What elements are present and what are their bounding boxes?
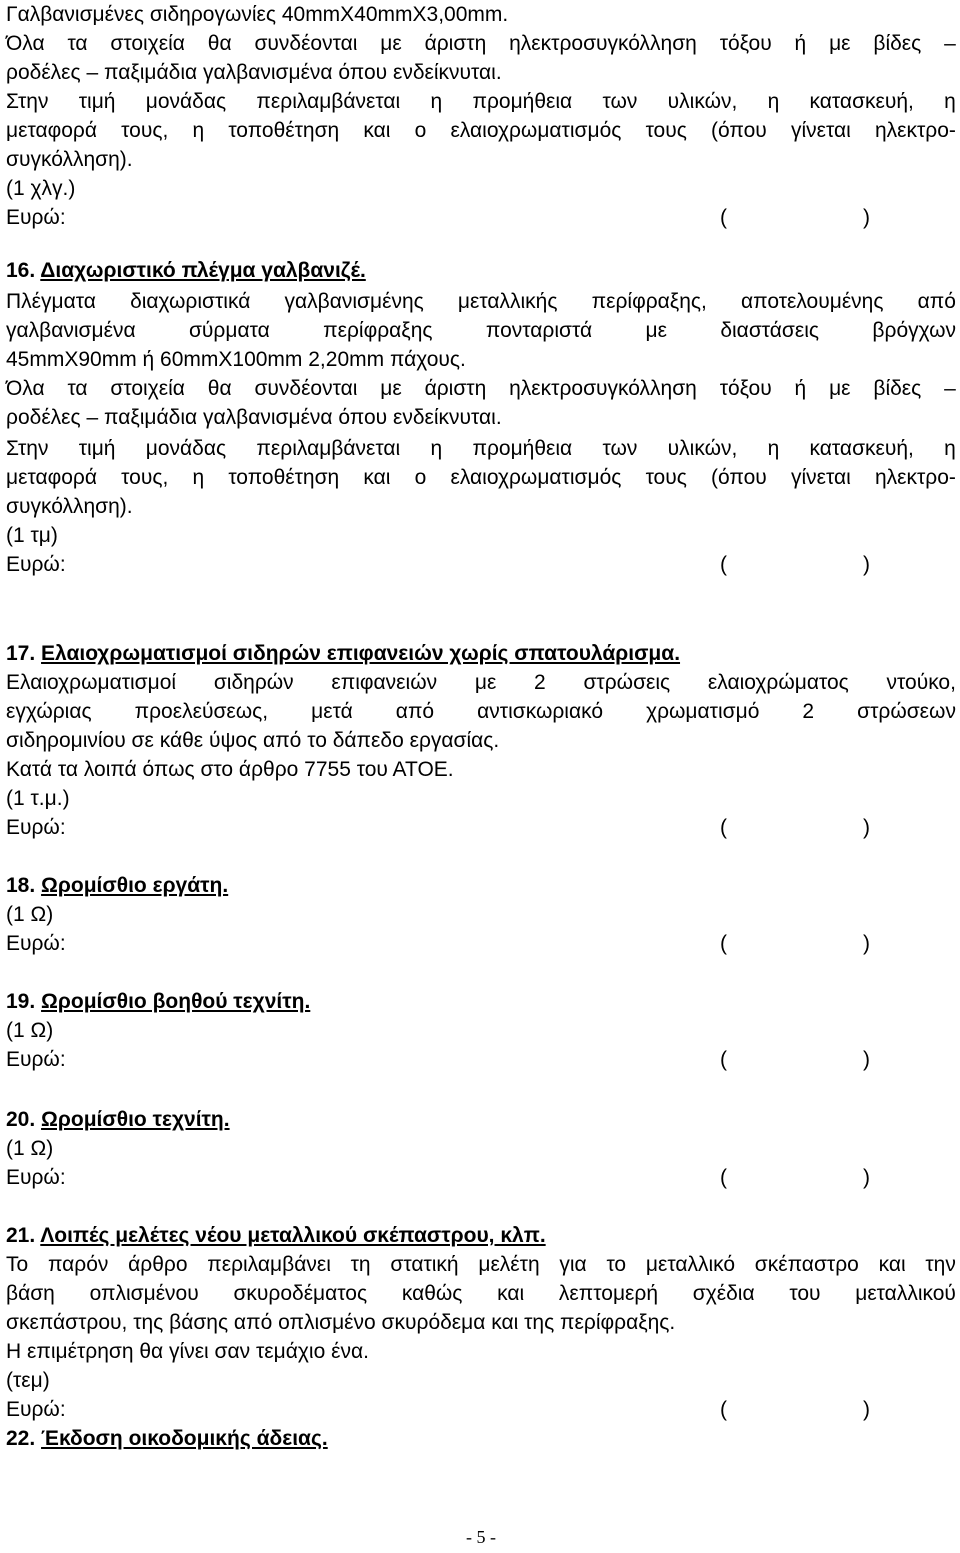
word: στρώσεις [583,671,671,694]
word: γαλβανισμένα [6,319,136,342]
word: συνδέονται [254,32,358,55]
price-parentheses: ( ) [720,1048,870,1071]
word: περίφραξης, [591,290,707,313]
price-parentheses: ( ) [720,206,870,229]
euro-label: Ευρώ: [6,553,66,576]
justified-line [6,374,956,403]
word: σκυροδέματος [233,1282,368,1305]
word: αποτελουμένης [741,290,884,313]
text-line: σιδηρομινίου σε κάθε ύψος από το δάπεδο εργασίας. [6,729,500,752]
word: 2 [534,671,546,694]
word: βίδες [873,377,922,400]
price-line [6,550,870,579]
item-title: Ωρομίσθιο εργάτη. [41,874,229,897]
euro-label: Ευρώ: [6,1166,66,1189]
word: Όλα [6,377,45,400]
item-heading-21: 21. Λοιπές μελέτες νέου μεταλλικού σκέπαστρου, κλπ. [6,1224,546,1247]
word: κατασκευή, [809,90,914,113]
word: στρώσεων [857,700,956,723]
word: μεταφορά [6,119,97,142]
price-line [6,813,870,842]
page-number: - 5 - [466,1527,496,1547]
justified-line [6,316,956,345]
word: – [944,32,956,55]
word: γαλβανισμένης [284,290,424,313]
word: τοποθέτηση [228,466,340,489]
word: διαχωριστικά [130,290,251,313]
word: με [645,319,667,342]
word: συνδέονται [254,377,358,400]
word: από [917,290,956,313]
word: μονάδας [145,437,227,460]
word: με [380,377,402,400]
word: ηλεκτρο- [874,119,956,142]
word: από [395,700,435,723]
justified-line [6,287,956,316]
word: σχέδια [692,1282,755,1305]
word: διαστάσεις [720,319,820,342]
word: η [430,90,443,113]
euro-label: Ευρώ: [6,816,66,839]
price-parentheses: ( ) [720,932,870,955]
item-title: Λοιπές μελέτες νέου μεταλλικού σκέπαστρου, κλπ. [40,1224,546,1247]
word: γίνεται [790,466,851,489]
word: μεταλλικού [855,1282,956,1305]
justified-line [6,116,956,145]
word: στοιχεία [110,377,185,400]
price-parentheses: ( ) [720,816,870,839]
word: εγχώριας [6,700,92,723]
text-line: συγκόλληση). [6,495,133,518]
word: ο [414,466,427,489]
word: βίδες [873,32,922,55]
item-title: Ωρομίσθιο βοηθού τεχνίτη. [41,990,311,1013]
word: τους [645,119,687,142]
word: (όπου [711,119,767,142]
euro-label: Ευρώ: [6,206,66,229]
justified-line [6,697,956,726]
word: επιφανειών [331,671,438,694]
word: Πλέγματα [6,290,96,313]
price-parentheses: ( ) [720,553,870,576]
word: καθώς [401,1282,463,1305]
word: το [606,1253,627,1276]
word: θα [207,32,232,55]
text-line: συγκόλληση). [6,148,133,171]
word: θα [207,377,232,400]
word: για [559,1253,587,1276]
word: άριστη [424,32,487,55]
text-line: Η επιμέτρηση θα γίνει σαν τεμάχιο ένα. [6,1340,369,1363]
word: χρωματισμό [646,700,760,723]
word: η [430,437,443,460]
word: μετά [311,700,353,723]
word: – [944,377,956,400]
word: Στην [6,437,49,460]
word: μελέτη [478,1253,540,1276]
word: τιμή [78,90,116,113]
word: προμήθεια [472,437,573,460]
word: ηλεκτρο- [874,466,956,489]
item-title: Ωρομίσθιο τεχνίτη. [41,1108,230,1131]
word: τους, [121,119,169,142]
word: σκέπαστρο [754,1253,859,1276]
word: οπλισμένου [89,1282,199,1305]
word: τη [350,1253,371,1276]
word: τους, [121,466,169,489]
word: μονάδας [145,90,227,113]
justified-line [6,434,956,463]
word: τόξου [719,32,772,55]
justified-line [6,668,956,697]
word: ηλεκτροσυγκόλληση [509,377,697,400]
price-line [6,1395,870,1424]
euro-label: Ευρώ: [6,1398,66,1421]
price-line [6,1163,870,1192]
word: μεταφορά [6,466,97,489]
word: Στην [6,90,49,113]
word: Όλα [6,32,45,55]
word: η [192,119,205,142]
price-line [6,1045,870,1074]
text-line: Γαλβανισμένες σιδηρογωνίες 40mmX40mmX3,00mm. [6,3,509,26]
word: και [363,466,391,489]
word: γίνεται [790,119,851,142]
word: με [474,671,497,694]
word: περιλαμβάνεται [256,90,401,113]
word: περιλαμβάνει [207,1253,331,1276]
word: η [767,437,780,460]
word: η [944,437,956,460]
unit-label: (1 Ω) [6,1137,54,1160]
word: στατική [390,1253,459,1276]
justified-line [6,1279,956,1308]
word: Ελαιοχρωματισμοί [6,671,177,694]
word: Το [6,1253,29,1276]
word: σιδηρών [213,671,294,694]
word: ο [414,119,427,142]
unit-label: (1 τμ) [6,524,58,547]
price-parentheses: ( ) [720,1398,870,1421]
word: την [925,1253,956,1276]
word: 2 [802,700,815,723]
word: η [192,466,205,489]
item-title: Ελαιοχρωματισμοί σιδηρών επιφανειών χωρίς σπατουλάρισμα. [41,642,681,665]
unit-label: (τεμ) [6,1369,50,1392]
unit-label: (1 Ω) [6,1019,54,1042]
word: ή [794,32,807,55]
justified-line [6,29,956,58]
item-heading-16: 16. Διαχωριστικό πλέγμα γαλβανιζέ. [6,259,366,282]
word: άριστη [424,377,487,400]
justified-line [6,1250,956,1279]
word: λεπτομερή [558,1282,659,1305]
word: με [829,32,851,55]
word: τους [645,466,687,489]
text-line: ροδέλες – παξιμάδια γαλβανισμένα όπου ενδείκνυται. [6,406,502,429]
word: των [602,437,638,460]
item-heading-18: 18. Ωρομίσθιο εργάτη. [6,874,229,897]
justified-line [6,463,956,492]
word: των [602,90,638,113]
item-heading-20: 20. Ωρομίσθιο τεχνίτη. [6,1108,230,1131]
word: μεταλλικό [645,1253,736,1276]
word: του [789,1282,821,1305]
word: τα [67,377,88,400]
item-title: Έκδοση οικοδομικής άδειας. [41,1427,328,1450]
price-line [6,929,870,958]
word: βρόγχων [872,319,956,342]
unit-label: (1 Ω) [6,903,54,926]
word: τοποθέτηση [228,119,340,142]
word: υλικών, [667,437,738,460]
word: προελεύσεως, [134,700,269,723]
word: βάση [6,1282,55,1305]
word: τα [67,32,88,55]
word: και [363,119,391,142]
justified-line [6,87,956,116]
word: με [829,377,851,400]
word: η [944,90,956,113]
word: (όπου [711,466,767,489]
text-line: σκεπάστρου, της βάσης από οπλισμένο σκυρόδεμα και της περίφραξης. [6,1311,676,1334]
word: ηλεκτροσυγκόλληση [509,32,697,55]
word: στοιχεία [110,32,185,55]
text-line: ροδέλες – παξιμάδια γαλβανισμένα όπου ενδείκνυται. [6,61,502,84]
word: άρθρο [128,1253,188,1276]
item-heading-22: 22. Έκδοση οικοδομικής άδειας. [6,1427,328,1450]
item-heading-19: 19. Ωρομίσθιο βοηθού τεχνίτη. [6,990,311,1013]
word: αντισκωριακό [477,700,604,723]
item-title: Διαχωριστικό πλέγμα γαλβανιζέ. [40,259,366,282]
word: με [380,32,402,55]
word: τιμή [78,437,116,460]
word: κατασκευή, [809,437,914,460]
word: ή [794,377,807,400]
word: υλικών, [667,90,738,113]
item-heading-17: 17. Ελαιοχρωματισμοί σιδηρών επιφανειών χωρίς σπατουλάρισμα. [6,642,681,665]
word: ελαιοχρωματισμός [450,466,622,489]
euro-label: Ευρώ: [6,932,66,955]
text-line: 45mmX90mm ή 60mmX100mm 2,20mm πάχους. [6,348,466,371]
price-parentheses: ( ) [720,1166,870,1189]
word: περιλαμβάνεται [256,437,401,460]
word: σύρματα [188,319,270,342]
euro-label: Ευρώ: [6,1048,66,1071]
word: ελαιοχρώματος [707,671,849,694]
word: πονταριστά [485,319,593,342]
word: και [497,1282,525,1305]
word: ελαιοχρωματισμός [450,119,622,142]
word: και [878,1253,906,1276]
word: μεταλλικής [457,290,558,313]
unit-label: (1 χλγ.) [6,177,76,200]
word: η [767,90,780,113]
word: περίφραξης [323,319,433,342]
word: προμήθεια [472,90,573,113]
word: παρόν [47,1253,109,1276]
text-line: Κατά τα λοιπά όπως στο άρθρο 7755 του ΑΤΟΕ. [6,758,454,781]
price-line [6,203,870,232]
unit-label: (1 τ.μ.) [6,787,70,810]
word: τόξου [719,377,772,400]
word: ντούκο, [886,671,956,694]
